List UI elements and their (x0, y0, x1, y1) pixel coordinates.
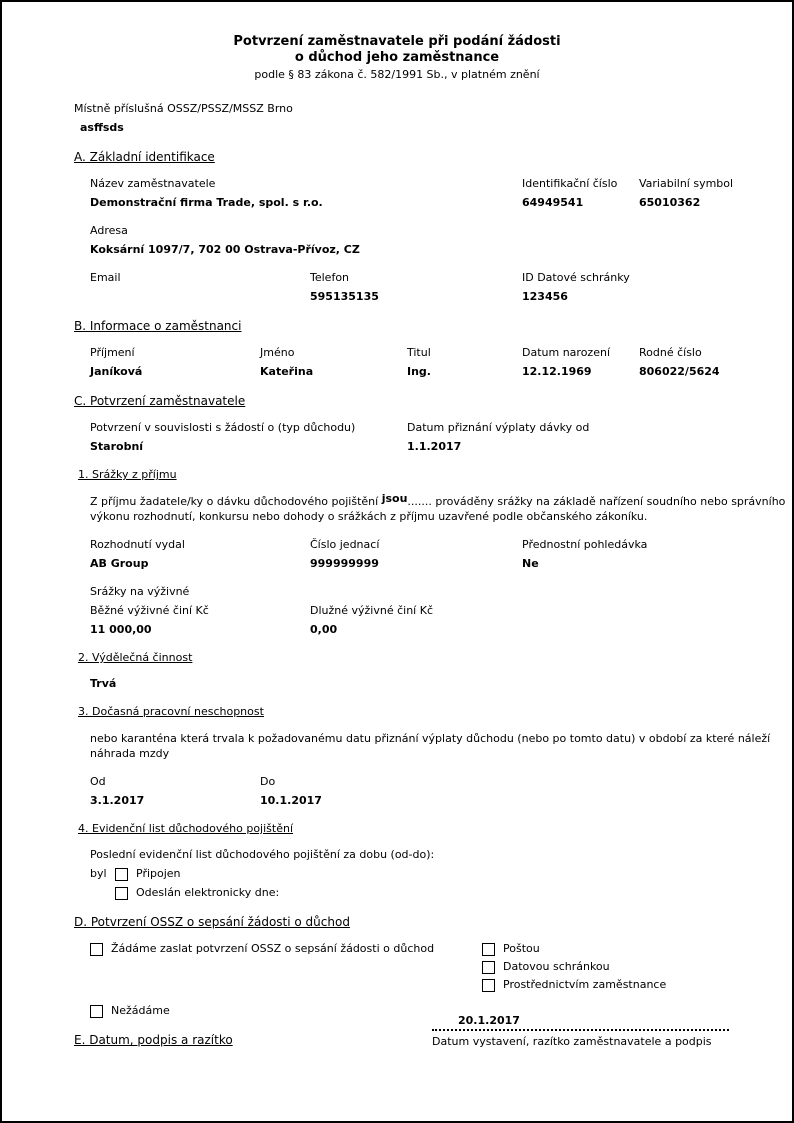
sub3-heading: 3. Dočasná pracovní neschopnost (78, 705, 264, 718)
incapacity-from-value: 3.1.2017 (90, 794, 145, 807)
checkbox-nezadame-label: Nežádáme (111, 1004, 170, 1017)
office-value: asffsds (80, 121, 124, 134)
signature-caption: Datum vystavení, razítko zaměstnavatele a podpis (432, 1035, 712, 1048)
priority-claim-value: Ne (522, 557, 539, 570)
record-sheet-sent-row (115, 886, 768, 900)
incapacity-to-label: Do (260, 775, 276, 788)
checkbox-nezadame[interactable] (90, 1005, 103, 1018)
title-label: Titul (407, 346, 431, 359)
section-c-heading: C. Potvrzení zaměstnavatele (74, 394, 246, 408)
checkbox-zadame-label: Žádáme zaslat potvrzení OSSZ o sepsání žádosti o důchod (111, 942, 435, 955)
birthnumber-value: 806022/5624 (639, 365, 720, 378)
alimony-due-value: 0,00 (310, 623, 338, 636)
phone-value: 595135135 (310, 290, 379, 303)
ref-number-value: 999999999 (310, 557, 379, 570)
deductions-inserted-word: jsou (381, 492, 408, 505)
alimony-due-label: Dlužné výživné činí Kč (310, 604, 433, 617)
firstname-label: Jméno (260, 346, 295, 359)
surname-label: Příjmení (90, 346, 135, 359)
document-subtitle: podle § 83 zákona č. 582/1991 Sb., v platném znění (254, 68, 540, 81)
issue-date: 20.1.2017 (458, 1014, 520, 1027)
variable-symbol-value: 65010362 (639, 196, 701, 209)
sub4-heading: 4. Evidenční list důchodového pojištění (78, 822, 294, 835)
deductions-paragraph (90, 494, 791, 524)
delivery-option-row (482, 942, 666, 956)
incapacity-paragraph: nebo karanténa která trvala k požadovanému datu přiznání výplaty důchodu (nebo po tomto datu) v období za které náleží náhrada mzdy (90, 732, 771, 760)
title-value: Ing. (407, 365, 431, 378)
employee-row (90, 346, 768, 379)
ident-number-value: 64949541 (522, 196, 584, 209)
signature-block (432, 1014, 732, 1049)
document-header (2, 2, 792, 82)
request-row (90, 942, 482, 956)
contact-row (90, 271, 768, 304)
address-row (90, 224, 768, 257)
checkbox-zadame[interactable] (90, 943, 103, 956)
title-line2: o důchod jeho zaměstnance (294, 50, 500, 65)
employer-name-value: Demonstrační firma Trade, spol. s r.o. (90, 196, 323, 209)
pension-type-label: Potvrzení v souvislosti s žádostí o (typ důchodu) (90, 421, 356, 434)
title-line1: Potvrzení zaměstnavatele při podání žádosti (233, 34, 561, 49)
ossz-confirmation-grid (90, 942, 768, 996)
address-value: Koksární 1097/7, 702 00 Ostrava-Přívoz, CZ (90, 243, 360, 256)
databox-value: 123456 (522, 290, 568, 303)
email-value (90, 290, 310, 304)
office-label: Místně příslušná OSSZ/PSSZ/MSSZ Brno (74, 102, 293, 115)
payment-date-value: 1.1.2017 (407, 440, 462, 453)
checkbox-odeslan-label: Odeslán elektronicky dne: (136, 886, 280, 899)
databox-label: ID Datové schránky (522, 271, 630, 284)
email-label: Email (90, 271, 121, 284)
checkbox-pripojen-label: Připojen (136, 867, 181, 880)
document-title (2, 34, 792, 66)
record-sheet-attached-row (90, 867, 768, 881)
checkbox-odeslan-elektronicky[interactable] (115, 887, 128, 900)
priority-claim-label: Přednostní pohledávka (522, 538, 648, 551)
checkbox-datovou-schrankou-label: Datovou schránkou (503, 960, 610, 973)
checkbox-pripojen[interactable] (115, 868, 128, 881)
alimony-row (90, 604, 768, 637)
firstname-value: Kateřina (260, 365, 314, 378)
alimony-current-value: 11 000,00 (90, 623, 152, 636)
checkbox-postou[interactable] (482, 943, 495, 956)
byl-label: byl (90, 867, 107, 880)
sub1-heading: 1. Srážky z příjmu (78, 468, 177, 481)
checkbox-postou-label: Poštou (503, 942, 540, 955)
pension-row (90, 421, 768, 454)
incapacity-dates-row (90, 775, 768, 808)
surname-value: Janíková (90, 365, 143, 378)
birthnumber-label: Rodné číslo (639, 346, 702, 359)
ref-number-label: Číslo jednací (310, 538, 380, 551)
ident-number-label: Identifikační číslo (522, 177, 618, 190)
deductions-dots: ....... (407, 495, 436, 508)
delivery-option-row (482, 978, 666, 992)
checkbox-prostrednictvim-label: Prostřednictvím zaměstnance (503, 978, 667, 991)
checkbox-datovou-schrankou[interactable] (482, 961, 495, 974)
employer-name-label: Název zaměstnavatele (90, 177, 216, 190)
section-e-heading: E. Datum, podpis a razítko (74, 1033, 233, 1047)
incapacity-to-value: 10.1.2017 (260, 794, 322, 807)
birthdate-value: 12.12.1969 (522, 365, 592, 378)
issuer-label: Rozhodnutí vydal (90, 538, 185, 551)
employer-identification-row (90, 177, 768, 210)
phone-label: Telefon (310, 271, 350, 284)
decision-row (90, 538, 768, 571)
checkbox-prostrednictvim-zamestnance[interactable] (482, 979, 495, 992)
delivery-option-row (482, 960, 666, 974)
section-a-heading: A. Základní identifikace (74, 150, 215, 164)
record-sheet-intro: Poslední evidenční list důchodového pojištění za dobu (od-do): (90, 848, 435, 861)
issuer-value: AB Group (90, 557, 149, 570)
document-content (74, 102, 786, 1048)
activity-value: Trvá (90, 677, 117, 690)
deductions-text-after: prováděny srážky na základě nařízení soudního nebo správního výkonu rozhodnutí, konkursu nebo dohody o srážkách z příjmu uzavřené podle občanského zákoníku. (90, 495, 786, 523)
section-b-heading: B. Informace o zaměstnanci (74, 319, 242, 333)
payment-date-label: Datum přiznání výplaty dávky od (407, 421, 590, 434)
pension-type-value: Starobní (90, 440, 144, 453)
deductions-text-before: Z příjmu žadatele/ky o dávku důchodového pojištění (90, 495, 382, 508)
section-d-heading: D. Potvrzení OSSZ o sepsání žádosti o důchod (74, 915, 350, 929)
variable-symbol-label: Variabilní symbol (639, 177, 734, 190)
birthdate-label: Datum narození (522, 346, 610, 359)
alimony-current-label: Běžné výživné činí Kč (90, 604, 209, 617)
incapacity-from-label: Od (90, 775, 106, 788)
sub2-heading: 2. Výdělečná činnost (78, 651, 193, 664)
activity-row (90, 677, 768, 691)
address-label: Adresa (90, 224, 128, 237)
signature-dotted-line (432, 1029, 729, 1031)
alimony-heading: Srážky na výživné (90, 585, 190, 598)
